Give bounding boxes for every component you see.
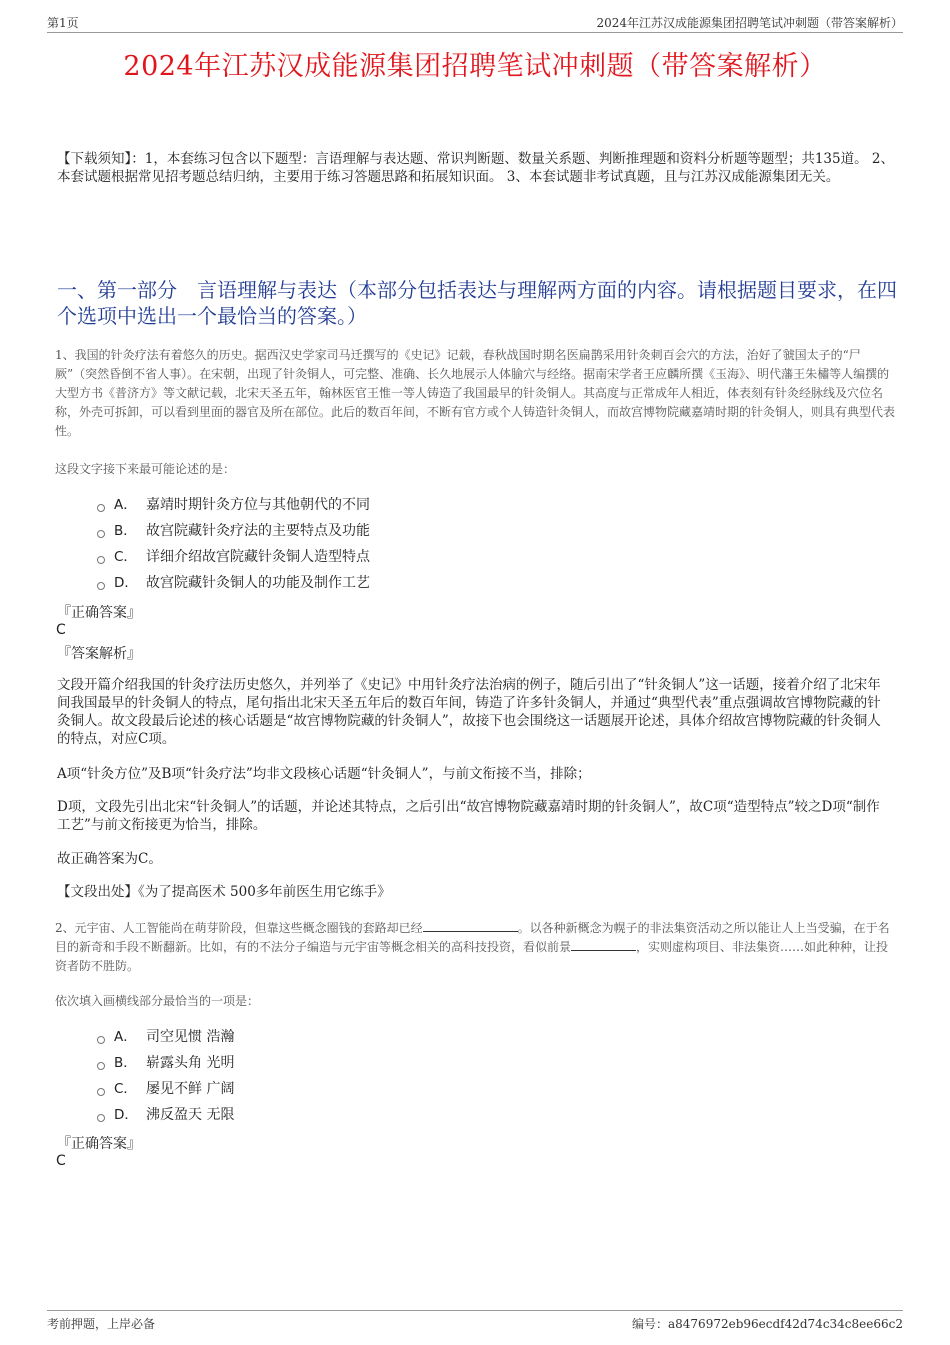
q1-analysis-para-3: D项，文段先引出北宋“针灸铜人”的话题，并论述其特点，之后引出“故宫博物院藏嘉靖时期的针灸铜人”，故C项“造型特点”较之D项“制作工艺”与前文衔接更为恰当，排除。 [57, 799, 880, 833]
q1-option-a[interactable]: A． 嘉靖时期针灸方位与其他朝代的不同 [97, 492, 370, 518]
q1-option-c[interactable]: C． 详细介绍故宫院藏针灸铜人造型特点 [97, 544, 370, 570]
radio-icon[interactable] [97, 1062, 105, 1070]
q2-option-d[interactable]: D． 沸反盈天 无限 [97, 1102, 234, 1128]
q2-answer: C [56, 1153, 66, 1169]
q1-analysis-para-1: 文段开篇介绍我国的针灸疗法历史悠久，并列举了《史记》中用针灸疗法治病的例子，随后引出了“针灸铜人”这一话题，接着介绍了北宋年间我国最早的针灸铜人的特点，尾句指出北宋天圣五年后的数百年间，铸造了许多针灸铜人，并通过“典型代表”重点强调故宫博物院藏的针灸铜人。故文段最后论述的核心话题是“故宫博物院藏的针灸铜人”，故接下也会围绕这一话题展开论述，具体介绍故宫博物院藏的针灸铜人的特点，对应C项。 [57, 677, 881, 747]
radio-icon[interactable] [97, 556, 105, 564]
q2-blank-2 [571, 938, 636, 951]
radio-icon[interactable] [97, 582, 105, 590]
footer-serial: 编号：a8476972eb96ecdf42d74c34c8ee66c2 [632, 1317, 903, 1331]
q1-analysis-label: 『答案解析』 [57, 646, 141, 662]
q1-question: 这段文字接下来最可能论述的是： [55, 462, 236, 476]
q1-analysis-para-2: A项“针灸方位”及B项“针灸疗法”均非文段核心话题“针灸铜人”，与前文衔接不当，排除； [57, 766, 591, 782]
radio-icon[interactable] [97, 1114, 105, 1122]
q1-passage: 1、我国的针灸疗法有着悠久的历史。据西汉史学家司马迁撰写的《史记》记载，春秋战国时期名医扁鹊采用针灸刺百会穴的方法，治好了虢国太子的“尸厥”（突然昏倒不省人事）。在宋朝，出现了针灸铜人，可完整、准确、长久地展示人体腧穴与经络。据南宋学者王应麟所撰《玉海》、明代藩王朱橚等人编撰的大型方书《普济方》等文献记载，北宋天圣五年，翰林医官王惟一等人铸造了我国最早的针灸铜人。其高度与正常成年人相近，体表刻有针灸经脉线及穴位名称，外壳可拆卸，可以看到里面的器官及所在部位。此后的数百年间，不断有官方或个人铸造针灸铜人，而故宫博物院藏嘉靖时期的针灸铜人，则具有典型代表性。 [55, 348, 896, 438]
q2-option-c[interactable]: C． 屡见不鲜 广阔 [97, 1076, 234, 1102]
section-title: 一、第一部分 言语理解与表达（本部分包括表达与理解两方面的内容。请根据题目要求，在四个选项中选出一个最恰当的答案。） [57, 278, 897, 328]
radio-icon[interactable] [97, 1088, 105, 1096]
q2-options [97, 1024, 234, 1128]
page-number: 第1页 [47, 16, 79, 30]
q1-answer-label: 『正确答案』 [57, 605, 141, 621]
page-title: 2024年江苏汉成能源集团招聘笔试冲刺题（带答案解析） [123, 51, 827, 82]
radio-icon[interactable] [97, 504, 105, 512]
q2-option-b[interactable]: B． 崭露头角 光明 [97, 1050, 234, 1076]
q2-passage: 2、元宇宙、人工智能尚在萌芽阶段，但靠这些概念圈钱的套路却已经 。以各种新概念为幌子的非法集资活动之所以能让人上当受骗，在于名目的新奇和手段不断翻新。比如，有的不法分子编造与元宇宙等概念相关的高科技投资，看似前景 ，实则虚构项目、非法集资……如此种种，让投资者防不胜防。 [55, 921, 890, 973]
q1-answer: C [56, 622, 66, 638]
q2-blank-1 [423, 919, 518, 932]
page-header [47, 14, 903, 33]
download-notice: 【下载须知】：1，本套练习包含以下题型：言语理解与表达题、常识判断题、数量关系题、判断推理题和资料分析题等题型；共135道。 2、本套试题根据常见招考题总结归纳，主要用于练习答题思路和拓展知识面。 3、本套试题非考试真题，且与江苏汉成能源集团无关。 [57, 151, 894, 185]
footer-slogan: 考前押题，上岸必备 [47, 1317, 156, 1331]
page-footer [47, 1310, 903, 1333]
q1-source: 【文段出处】《为了提高医术 500多年前医生用它练手》 [57, 884, 391, 900]
q2-option-a[interactable]: A． 司空见惯 浩瀚 [97, 1024, 234, 1050]
q1-option-d[interactable]: D． 故宫院藏针灸铜人的功能及制作工艺 [97, 570, 370, 596]
q2-answer-label: 『正确答案』 [57, 1136, 141, 1152]
q1-analysis-para-4: 故正确答案为C。 [57, 851, 162, 867]
q1-option-b[interactable]: B． 故宫院藏针灸疗法的主要特点及功能 [97, 518, 370, 544]
q2-question: 依次填入画横线部分最恰当的一项是： [55, 994, 260, 1008]
radio-icon[interactable] [97, 1036, 105, 1044]
radio-icon[interactable] [97, 530, 105, 538]
q1-options [97, 492, 370, 596]
header-doc-title: 2024年江苏汉成能源集团招聘笔试冲刺题（带答案解析） [596, 16, 903, 30]
